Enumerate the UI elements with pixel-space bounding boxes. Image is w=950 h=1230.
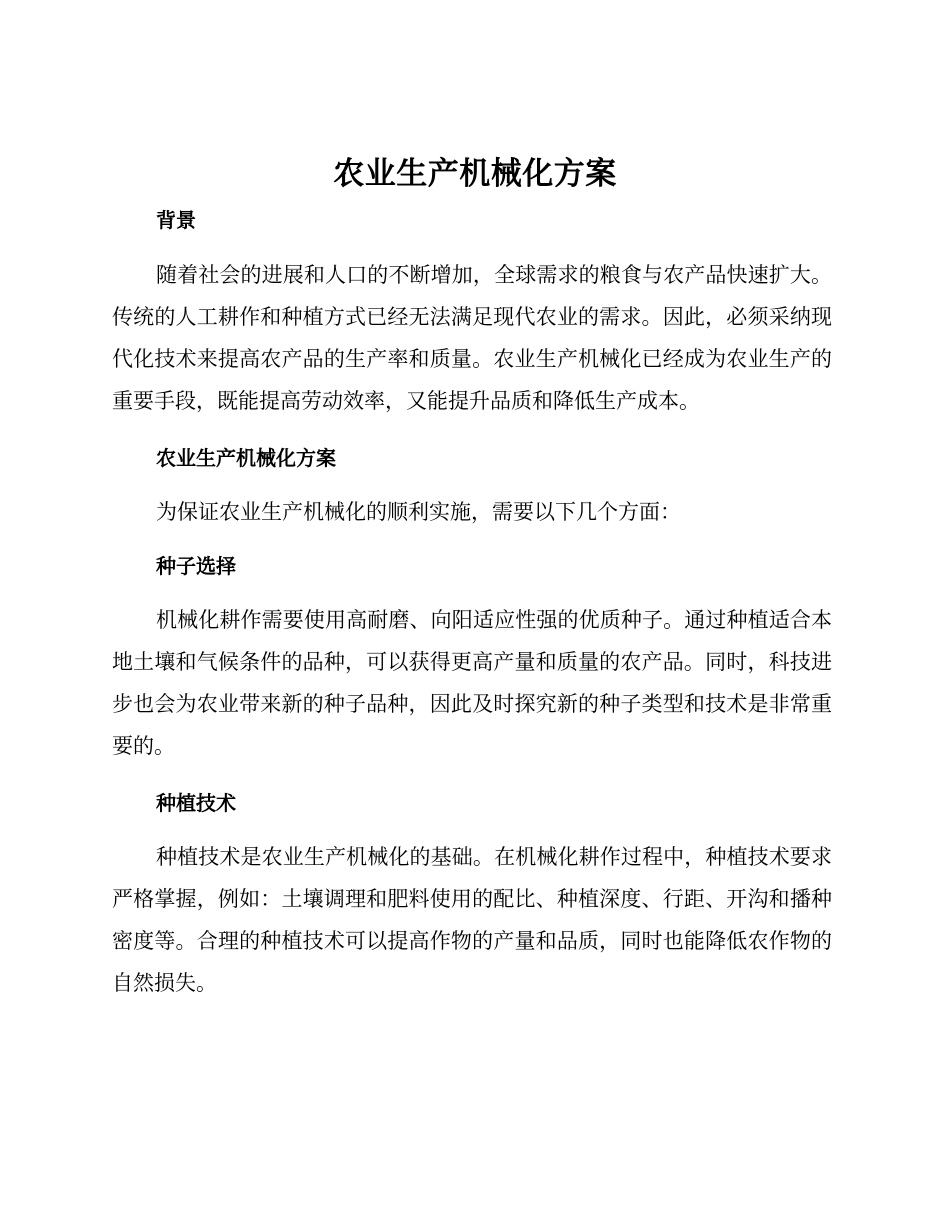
section-paragraph-planting-technique: 种植技术是农业生产机械化的基础。在机械化耕作过程中，种植技术要求严格掌握，例如：土壤调理和肥料使用的配比、种植深度、行距、开沟和播种密度等。合理的种植技术可以提高作物的产量和品质，同时也能降低农作物的自然损失。 [112, 845, 832, 995]
document-title: 农业生产机械化方案 [333, 156, 617, 192]
section-heading-mechanization-plan: 农业生产机械化方案 [156, 446, 336, 470]
section-paragraph-background: 随着社会的进展和人口的不断增加，全球需求的粮食与农产品快速扩大。传统的人工耕作和种植方式已经无法满足现代农业的需求。因此，必须采纳现代化技术来提高农产品的生产率和质量。农业生产机械化已经成为农业生产的重要手段，既能提高劳动效率，又能提升品质和降低生产成本。 [112, 263, 832, 413]
section-heading-seed-selection: 种子选择 [156, 554, 236, 578]
section-heading-planting-technique: 种植技术 [156, 791, 236, 815]
section-heading-background: 背景 [156, 208, 196, 232]
section-paragraph-seed-selection: 机械化耕作需要使用高耐磨、向阳适应性强的优质种子。通过种植适合本地土壤和气候条件的品种，可以获得更高产量和质量的农产品。同时，科技进步也会为农业带来新的种子品种，因此及时探究新的种子类型和技术是非常重要的。 [112, 608, 832, 758]
section-paragraph-mechanization-plan: 为保证农业生产机械化的顺利实施，需要以下几个方面： [156, 500, 681, 524]
